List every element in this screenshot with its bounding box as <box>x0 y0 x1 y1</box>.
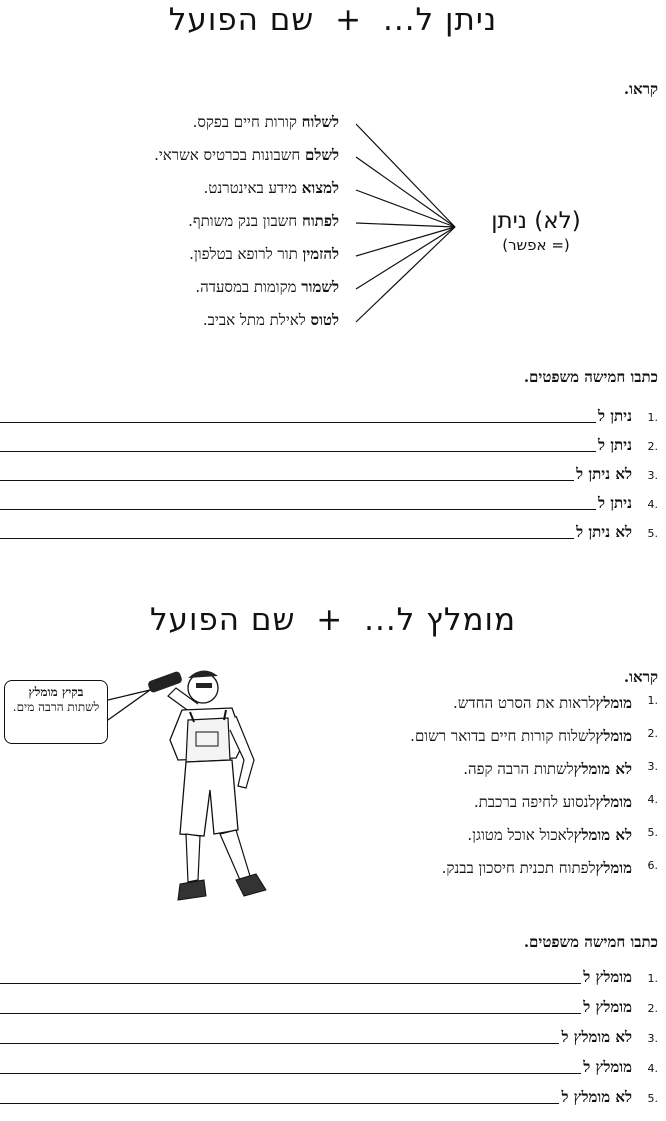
writing-line[interactable]: .2 מומלץ ל <box>0 993 658 1017</box>
writing-line[interactable]: .4 מומלץ ל <box>0 1053 658 1077</box>
example-sentence: .1 מומלץ לראות את הסרט החדש. <box>453 694 658 712</box>
writing-line[interactable]: .1 מומלץ ל <box>0 963 658 987</box>
writing-line[interactable]: .2 ניתן ל <box>0 431 658 455</box>
example-sentence: .3 לא מומלץ לשתות הרבה קפה. <box>463 760 658 778</box>
bubble-line2: לשתות הרבה מים. <box>12 700 100 714</box>
bubble-line1: בקיץ מומלץ <box>28 685 84 699</box>
target-item: להזמין תור לרופא בטלפון. <box>189 245 339 263</box>
title-phrase: מומלץ ל... <box>364 602 517 638</box>
writing-line[interactable]: .1 ניתן ל <box>0 402 658 426</box>
example-sentence: .2 מומלץ לשלוח קורות חיים בדואר רשום. <box>410 727 658 745</box>
hub-main: (לא) ניתן <box>491 208 581 234</box>
title-verb-infinitive: שם הפועל <box>168 2 315 38</box>
target-item: לשלם חשבונות בכרטיס אשראי. <box>154 146 339 164</box>
title-phrase: ניתן ל... <box>382 2 498 38</box>
example-sentence: .6 מומלץ לפתוח תכנית חיסכון בבנק. <box>441 859 658 877</box>
example-sentence: .5 לא מומלץ לאכול אוכל מטוגן. <box>467 826 658 844</box>
hub-label <box>466 208 606 254</box>
title-plus: + <box>316 602 344 638</box>
section1-title <box>0 2 666 38</box>
writing-line[interactable]: .4 ניתן ל <box>0 489 658 513</box>
target-item: למצוא מידע באינטרנט. <box>203 179 339 197</box>
hub-sub: (= אפשר) <box>502 236 570 254</box>
write-label: כתבו חמישה משפטים. <box>523 368 658 386</box>
writing-line[interactable]: .5 לא מומלץ ל <box>0 1083 658 1107</box>
writing-line[interactable]: .3 לא מומלץ ל <box>0 1023 658 1047</box>
title-plus: + <box>335 2 363 38</box>
target-item: לפתוח חשבון בנק משותף. <box>188 212 339 230</box>
target-item: לשמור מקומות במסעדה. <box>195 278 339 296</box>
target-item: לשלוח קורות חיים בפקס. <box>192 113 339 131</box>
example-sentence: .4 מומלץ לנסוע לחיפה ברכבת. <box>473 793 658 811</box>
title-verb-infinitive: שם הפועל <box>149 602 296 638</box>
read-label: קראו. <box>623 668 658 686</box>
section2-title <box>0 602 666 638</box>
write-label: כתבו חמישה משפטים. <box>523 933 658 951</box>
target-item: לטוס לאילת מתל אביב. <box>202 311 339 329</box>
writing-line[interactable]: .5 לא ניתן ל <box>0 518 658 542</box>
read-label: קראו. <box>623 80 658 98</box>
writing-line[interactable]: .3 לא ניתן ל <box>0 460 658 484</box>
speech-bubble <box>4 680 108 744</box>
